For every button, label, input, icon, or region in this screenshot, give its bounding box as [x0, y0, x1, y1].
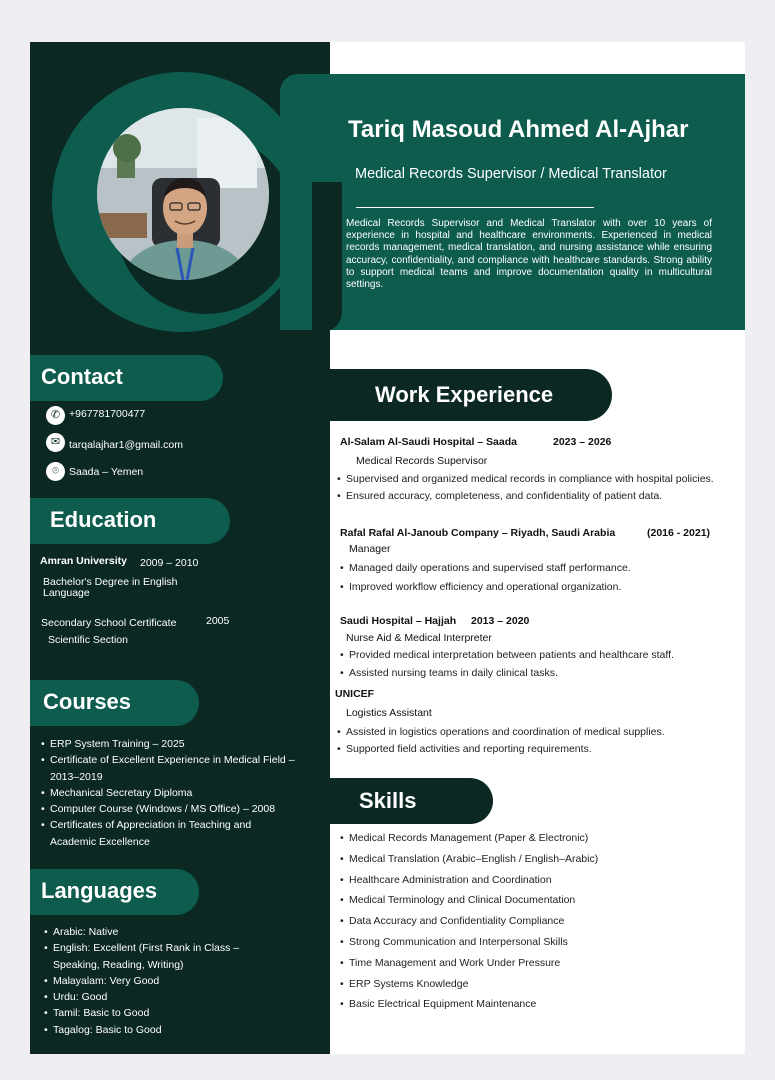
- job-duty: • Improved workflow efficiency and operational organization.: [340, 581, 621, 593]
- skills-list: [340, 832, 598, 1019]
- list-item: • Medical Translation (Arabic–English / English–Arabic): [340, 853, 598, 874]
- contact-heading: Contact: [30, 355, 223, 401]
- contact-phone: +967781700477: [69, 408, 146, 420]
- job-duty: • Provided medical interpretation between patients and healthcare staff.: [340, 649, 674, 661]
- list-item: • Healthcare Administration and Coordination: [340, 874, 598, 895]
- list-item: • Tamil: Basic to Good: [44, 1005, 269, 1021]
- candidate-name: Tariq Masoud Ahmed Al-Ajhar: [348, 116, 689, 143]
- profile-photo: [97, 108, 269, 280]
- list-item: • ERP Systems Knowledge: [340, 978, 598, 999]
- list-item: • Malayalam: Very Good: [44, 973, 269, 989]
- courses-heading: Courses: [30, 680, 199, 726]
- list-item: • Data Accuracy and Confidentiality Compliance: [340, 915, 598, 936]
- candidate-title: Medical Records Supervisor / Medical Translator: [355, 166, 667, 182]
- job-duty: • Ensured accuracy, completeness, and confidentiality of patient data.: [337, 490, 662, 502]
- list-item: • English: Excellent (First Rank in Class – Speaking, Reading, Writing): [44, 940, 269, 973]
- courses-list: [41, 736, 296, 850]
- divider: [356, 207, 594, 208]
- header-banner: [280, 74, 745, 330]
- phone-icon: ✆: [46, 406, 65, 425]
- list-item: • Medical Terminology and Clinical Documentation: [340, 894, 598, 915]
- list-item: • Computer Course (Windows / MS Office) – 2008: [41, 801, 296, 817]
- education-school: Amran University: [40, 555, 127, 567]
- contact-email: tarqalajhar1@gmail.com: [69, 439, 183, 451]
- list-item: • Medical Records Management (Paper & Electronic): [340, 832, 598, 853]
- job-employer: Saudi Hospital – Hajjah: [340, 615, 457, 627]
- job-years: (2016 - 2021): [647, 527, 711, 539]
- list-item: • Mechanical Secretary Diploma: [41, 785, 296, 801]
- profile-summary: Medical Records Supervisor and Medical Translator with over 10 years of experience in hospital and healthcare environments. Experienced in medical records management, medical translation, and nursing assistance while ensuring accuracy, confidentiality, and compliance with healthcare standards. Strong ability to support medical teams and improve documentation quality in multicultural settings.: [346, 218, 712, 291]
- skills-heading: Skills: [330, 778, 493, 824]
- job-duty: • Assisted nursing teams in daily clinical tasks.: [340, 667, 558, 679]
- list-item: • Certificates of Appreciation in Teaching and Academic Excellence: [41, 817, 296, 850]
- list-item: • Basic Electrical Equipment Maintenance: [340, 998, 598, 1019]
- location-pin-icon: ⌾: [46, 462, 65, 481]
- job-duty: • Supervised and organized medical records in compliance with hospital policies.: [337, 473, 714, 485]
- job-duty: • Managed daily operations and supervised staff performance.: [340, 562, 631, 574]
- job-employer: UNICEF: [335, 688, 375, 700]
- job-employer: Al-Salam Al-Saudi Hospital – Saada: [340, 436, 517, 448]
- education-detail: Bachelor's Degree in English Language: [43, 576, 178, 599]
- contact-location: Saada – Yemen: [69, 466, 144, 478]
- job-role: Medical Records Supervisor: [356, 455, 488, 467]
- education-years: 2009 – 2010: [140, 557, 199, 569]
- education-detail: Scientific Section: [48, 634, 128, 646]
- email-icon: ✉: [46, 433, 65, 452]
- list-item: • Certificate of Excellent Experience in Medical Field – 2013–2019: [41, 752, 296, 785]
- list-item: • Tagalog: Basic to Good: [44, 1022, 269, 1038]
- job-role: Logistics Assistant: [346, 707, 432, 719]
- languages-list: [44, 924, 269, 1038]
- job-duty: • Supported field activities and reporting requirements.: [337, 743, 592, 755]
- job-years: 2023 – 2026: [553, 436, 612, 448]
- list-item: • ERP System Training – 2025: [41, 736, 296, 752]
- job-employer: Rafal Rafal Al-Janoub Company – Riyadh, Saudi Arabia: [340, 527, 616, 539]
- list-item: • Strong Communication and Interpersonal Skills: [340, 936, 598, 957]
- resume-page: [30, 42, 745, 1054]
- experience-heading: Work Experience: [330, 369, 612, 421]
- job-role: Nurse Aid & Medical Interpreter: [346, 632, 492, 644]
- job-role: Manager: [349, 543, 391, 555]
- job-duty: • Assisted in logistics operations and coordination of medical supplies.: [337, 726, 665, 738]
- languages-heading: Languages: [30, 869, 199, 915]
- job-years: 2013 – 2020: [471, 615, 530, 627]
- education-years: 2005: [206, 615, 230, 627]
- list-item: • Urdu: Good: [44, 989, 269, 1005]
- education-heading: Education: [30, 498, 230, 544]
- list-item: • Arabic: Native: [44, 924, 269, 940]
- education-school: Secondary School Certificate: [41, 617, 177, 629]
- list-item: • Time Management and Work Under Pressure: [340, 957, 598, 978]
